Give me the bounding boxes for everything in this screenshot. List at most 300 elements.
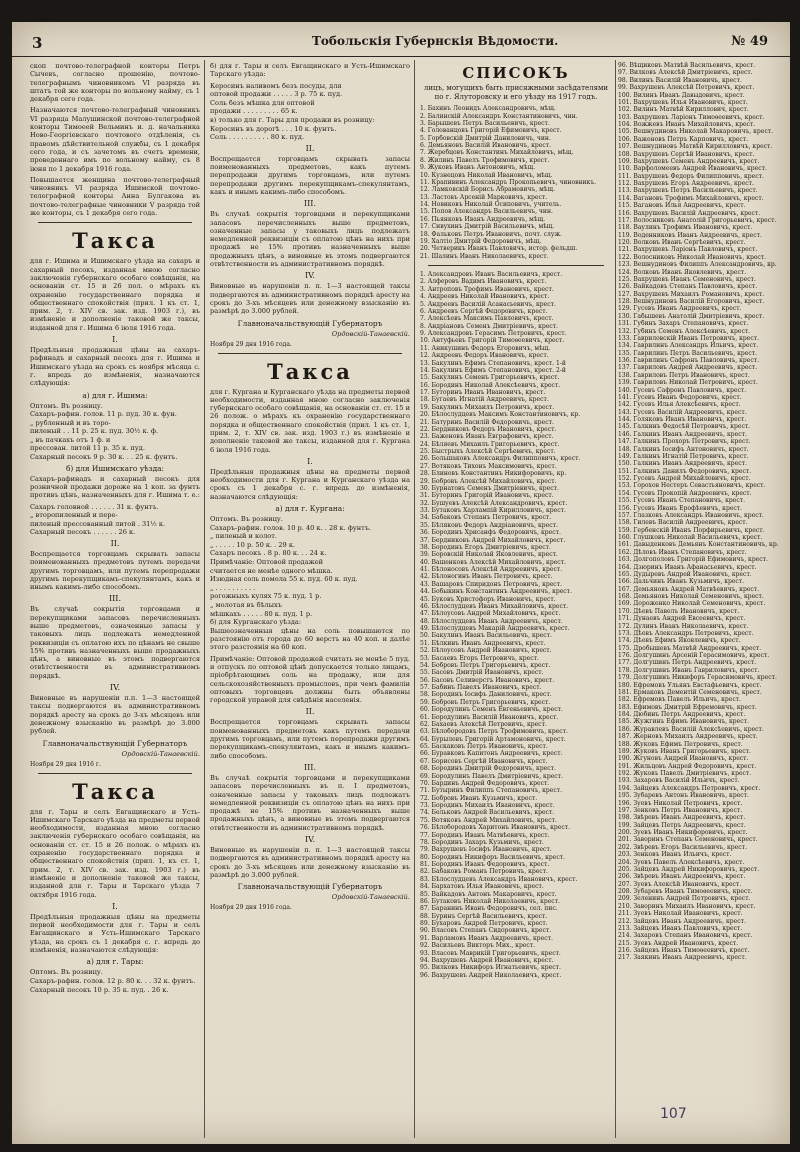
list-item: 44. Бобыкинъ Константинъ Андреевичъ, крест. (420, 588, 572, 596)
divider (38, 222, 192, 223)
list-item: 146. Галкинъ Иванъ Андреевичъ, крест. (618, 430, 747, 438)
paragraph: Сахаръ-рафинадъ и сахарный песокъ для розничной продажи дороже на 1 коп. за фунтъ противъ цѣнъ, назначенныхъ для г. Ишима т. е.: (30, 474, 200, 500)
list-item: 148. Галкинъ Іосифъ Антоновичъ, крест. (618, 445, 749, 453)
list-item: 80. Бородинъ Никифоръ Васильевичъ, крест. (420, 853, 565, 861)
list-item: 121. Вахрушевъ Ларіонъ Павловичъ, крест. (618, 246, 758, 254)
list-item: 164. Дзюринъ Иванъ Афанасьевичъ, крест. (618, 563, 757, 571)
price-row: в) только для г. Тары для продажи въ розницу: (210, 115, 375, 124)
list-item: 134. Гаврилинъ Александръ Ильичъ, крест. (618, 342, 759, 350)
column-rule (615, 60, 616, 1138)
list-item: 17. Буторинъ Иванъ Ивановичъ, крест. (420, 389, 546, 397)
price-row: Сахаръ песокъ . 8 р. 80 к. . . 24 к. (210, 549, 327, 558)
price-row: прессован. литой 11 р. 35 к. пуд. (30, 444, 145, 453)
price-row: Оптомъ. Въ розницу. (30, 968, 103, 977)
list-item: 90. Власовъ Степанъ Сидоровичъ, крест. (420, 927, 552, 935)
list-item: 118. Ваулинъ Трофимъ Ивановичъ, крест. (618, 224, 753, 232)
list-item: 95. Вилковъ Никифоръ Игнатьевичъ, крест. (420, 964, 561, 972)
column-rule (414, 60, 415, 1138)
list-item: 94. Вахрушевъ Андрей Ивановичъ, крест. (420, 956, 554, 964)
list-item: 214. Захаровъ Степанъ Ивановичъ, крест. (618, 932, 753, 940)
list-item: 54. Бобровъ Петръ Григорьевичъ, крест. (420, 661, 551, 669)
list-item: 171. Дунаевъ Андрей Евсеевичъ, крест. (618, 615, 746, 623)
list-item: 98. Вилинъ Василій Ивановичъ, крест. (618, 76, 742, 84)
list-item: 79. Вахрушевъ Іосифъ Ивановичъ, крест. (420, 846, 552, 854)
list-item: 21. Шалинъ Иванъ Николаевичъ, крест. (420, 252, 549, 260)
list-item: 111. Вахрушевъ Федоръ Филипповичъ, крест. (618, 172, 764, 180)
section-number: I. (112, 335, 118, 345)
list-item: 8. Жилинъ Павелъ Трофимовичъ, крест. (420, 156, 550, 164)
price-row: Сахаръ-рафин. голов. 10 р. 40 к. . 28 к. фунтъ. (210, 523, 372, 532)
price-row: Сахаръ головной . . . . . . 31 к. фунтъ. (30, 502, 159, 511)
list-item: 6. Андреевъ Сергѣй Федоровичъ, крест. (420, 307, 548, 315)
list-item: 4. Голованцовъ Григорій Ефимовичъ, крест. (420, 127, 562, 135)
list-item: 7. Алексѣевъ Максимъ Павловичъ, крест. (420, 315, 554, 323)
list-item: 207. Зуевъ Алексѣй Ивановичъ, крест. (618, 880, 742, 888)
price-row: пиленый . . 11 р. 25 к. пуд. 30½ к. ф. (30, 427, 159, 436)
list-item: 112. Вахрушевъ Егоръ Андреевичъ, крест. (618, 180, 754, 187)
list-item: 167. Демьяновъ Андрей Матвѣевичъ, крест. (618, 585, 760, 593)
list-item: 193. Захаровъ Василій Ильичъ, крест. (618, 777, 740, 785)
list-item: 88. Буринъ Сергѣй Васильевичъ, крест. (420, 912, 548, 920)
paragraph: Воспрещается торговцамъ скрывать запасы поименованныхъ предметовъ, какъ путемъ перепродажи другимъ торговцамъ, или путемъ перепродажи другимъ перекупщикамъ-спекулянтамъ, какъ и инымъ какимъ-либо способомъ. (210, 154, 410, 196)
section-number: III. (108, 594, 122, 604)
list-item: 110. Варфоломеевъ Андрей Ивановичъ, крест. (618, 165, 767, 173)
price-row: Сахарный песокъ 9 р. 30 к. . . 25 к. фунтъ. (30, 453, 178, 462)
list-item: 154. Гусевъ Прокопій Андреевичъ, крест. (618, 489, 752, 497)
list-item: 25. Быстрыхъ Алексѣй Сергѣевичъ, крест. (420, 448, 556, 456)
list-subtitle: лицъ, могущихъ быть присяжными засѣдателями по г. Ялуторовску и его уѣзду на 1917 годъ. (423, 84, 609, 101)
price-table (210, 82, 410, 142)
list-item: 144. Голяковъ Иванъ Ивановичъ, крест. (618, 416, 747, 423)
list-item: 73. Бородинъ Михаилъ Ивановичъ, крест. (420, 802, 555, 810)
list-item: 68. Бородинъ Дмитрій Федоровичъ, крест. (420, 765, 556, 773)
list-item: 166. Дальчинъ Иванъ Кузьмичъ, крест. (618, 578, 745, 586)
list-item: 19. Бакулинъ Михаилъ Петровичъ, крест. (420, 403, 555, 411)
list-item: 114. Вагановъ Трофимъ Михайловичъ, крест. (618, 194, 764, 202)
price-table (30, 968, 200, 994)
list-item: 138. Гавриловъ Петръ Ивановичъ, крест. (618, 371, 750, 379)
list-item: 123. Вешнудиновъ Филиппъ Александровичъ, кр. (618, 261, 777, 269)
list-item: 18. Бугаевъ Игнатій Андреевичъ, крест. (420, 396, 549, 404)
list-item: 3. Барышевъ Петръ Васильевичъ, крест. (420, 119, 550, 127)
list-item: 9. Жуковъ Иванъ Антоновичъ, мѣщ. (420, 164, 536, 172)
section-number: IV. (304, 835, 316, 845)
list-item: 195. Зубаревъ Антонъ Ивановичъ, крест. (618, 792, 749, 800)
list-item: 173. Дѣевъ Александръ Петровичъ, крест. (618, 629, 754, 637)
list-item: 77. Бородинъ Иванъ Матвѣевичъ, крест. (420, 831, 550, 839)
list-item: 67. Борисовъ Сергѣй Ивановичъ, крест. (420, 757, 548, 765)
divider (38, 773, 192, 774)
list-item: 113. Вахрушевъ Петръ Васильевичъ, крест. (618, 187, 758, 195)
list-item: 157. Глазковъ Александръ Ивановичъ, крест. (618, 511, 764, 519)
paragraph: для г. Ишима и Ишимскаго уѣзда на сахаръ и сахарный песокъ, изданная мною согласно заключенія губернскаго особаго совѣщанія, на основаніи ст. 15 и 26 пол. о мѣрахъ къ охраненію государственнаго порядка и общественнаго спокойствія (прил. 1 къ ст. 1, прим. 2, т. XIV св. зак. изд. 1903 г.), въ измѣненіе и дополненіе таковой же таксы, изданной для г. Ишима 6 іюля 1916 года. (30, 257, 200, 332)
signature-title: Главноначальствующій Губернаторъ (42, 738, 188, 748)
list-item: 137. Гавриловъ Андрей Андреевичъ, крест. (618, 364, 758, 372)
list-item: 1. Бахинъ Леонидъ Александровичъ, мѣщ. (420, 105, 556, 113)
list-item: 105. Вешнудиновъ Николай Макаровичъ, крест. (618, 128, 774, 136)
list-item: 22. Бердниковъ Федоръ Ивановичъ, крест. (420, 425, 557, 433)
list-item: 46. Бѣлослудцевъ Иванъ Михайловичъ, крест. (420, 602, 569, 610)
list-item: 65. Баскаковъ Петръ Ивановичъ, крест. (420, 743, 548, 751)
list-item: 32. Бушуевъ Алексѣй Александровичъ, крест. (420, 499, 568, 507)
list-item: 194. Зайцевъ Александръ Петровичъ, крест. (618, 784, 761, 792)
list-item: 217. Заякинъ Иванъ Андреевичъ, крест. (618, 954, 747, 962)
list-item: 86. Бутаковъ Николай Николаевичъ, крест. (420, 897, 560, 905)
signature-name: Ордовскій-Танаевскій. (121, 749, 200, 758)
section-number: II. (305, 143, 315, 153)
list-item: 184. Дюбинъ Петръ Андреевичъ, крест. (618, 711, 746, 718)
list-item: 69. Бородулинъ Павелъ Дмитріевичъ, крест. (420, 772, 563, 780)
list-item: 6. Демьяновъ Василій Ивановичъ, крест. (420, 142, 551, 150)
list-item: 136. Гаврилинъ Сафронъ Павловичъ, крест. (618, 357, 760, 364)
list-item: 208. Зубаревъ Иванъ Тимоѳеевичъ, крест. (618, 888, 753, 895)
list-item: 66. Буравковъ Капитонъ Андреевичъ, крест. (420, 750, 563, 758)
list-item: 119. Воденниковъ Иванъ Андреевичъ, крест. (618, 231, 762, 239)
list-item: 125. Вахрушевъ Иванъ Семеновичъ, крест. (618, 275, 756, 283)
list-item: 3. Антроповъ Трофимъ Ивановичъ, крест. (420, 285, 554, 293)
list-item: 18. Фальковъ Петръ Ивановичъ, почт. служ. (420, 230, 562, 238)
issue-number: № 49 (731, 34, 768, 49)
list-item: 34. Бабаковъ Степанъ Петровичъ, крест. (420, 514, 552, 522)
list-item: 13. Бакулинъ Ефимъ Степановичъ, крест. 1-й (420, 359, 566, 367)
paragraph: Виновные въ нарушеніи п.п. 1—3 настоящей таксы подвергаются въ административномъ порядкѣ аресту на срокъ до 3-хъ мѣсяцевъ или денежному взысканію въ размѣрѣ до 3.000 рублей. (30, 694, 200, 736)
list-item: 87. Баранинъ Иванъ Федоровичъ, сел. пис. (420, 905, 558, 913)
list-item: 83. Бѣлослудцевъ Александръ Ивановичъ, крест. (420, 875, 578, 883)
paragraph: Воспрещается торговцамъ скрывать запасы поименованныхъ предметовъ какъ путемъ передачи другимъ торговцамъ, или путемъ перепродажи другимъ перекупщикамъ-спекулянтамъ, какъ и инымъ какимъ-либо способомъ. (210, 718, 410, 760)
paragraph: Виновные въ нарушеніи п. п. 1—3 настоящей таксы подвергаются въ административномъ порядкѣ аресту на срокъ до 3-хъ мѣсяцевъ или денежному взысканію въ размѣрѣ до 3.000 рублей. (210, 846, 410, 879)
list-item: 182. Ефремовъ Павелъ Ильичъ, крест. (618, 696, 741, 704)
paragraph: Вышеозначенныя цѣны на соль повышаются по разстоянію отъ города до 60 верстъ на 40 коп. и далѣе этого разстоянія на 60 коп. (210, 626, 410, 652)
list-item: 152. Гусевъ Андрей Михайловичъ, крест. (618, 475, 751, 482)
list-item: 23. Баженовъ Иванъ Евграфовичъ, крест. (420, 433, 554, 441)
paragraph: Въ случаѣ сокрытія торговцами и перекупщиками запасовъ перечисленныхъ выше предметовъ, означенные запасы у таковыхъ лицъ подлежатъ немедленной реквизиціи съ оплатою цѣнъ на нихъ при продажѣ не 15% противъ назначенныхъ выше продажныхъ цѣнъ, а виновные въ этомъ подвергаются отвѣтственности въ административномъ порядкѣ. (210, 210, 410, 269)
list-item: 211. Зуевъ Николай Ивановичъ, крест. (618, 910, 743, 918)
list-item: 202. Звѣревъ Егоръ Васильевичъ, крест. (618, 843, 747, 851)
list-item: 33. Бутаковъ Харлампій Кирилловичъ, крест. (420, 507, 566, 515)
list-item: 176. Долгушинъ Арсеній Герасимовичъ, крест. (618, 652, 770, 659)
list-item: 71. Бутыринъ Филиппъ Степановичъ, крест. (420, 787, 563, 795)
list-item: 131. Губинъ Захаръ Степановичъ, крест. (618, 320, 749, 328)
list-item: 155. Гусевъ Иванъ Степановичъ, крест. (618, 497, 746, 505)
section-number: IV. (304, 271, 316, 281)
list-item: 204. Зуевъ Павелъ Алексѣевичъ, крест. (618, 858, 745, 866)
price-row: Керосинъ наливомъ безъ посуды, для (210, 81, 342, 90)
list-item: 181. Ермаковъ Дементій Семеновичъ, крест. (618, 688, 762, 696)
list-item: 52. Бѣлоусовъ Андрей Ивановичъ, крест. (420, 647, 552, 655)
price-row: „ . . . . . . . . . . (210, 583, 256, 592)
list-item: 209. Зеленинъ Андрей Петровичъ, крест. (618, 895, 751, 903)
list-item: 188. Жуковъ Ефимъ Петровичъ, крест. (618, 740, 743, 748)
price-row: „ второпиленный и пере- (30, 511, 118, 520)
list-item: 185. Жужгинъ Ефимъ Ивановичъ, крест. (618, 718, 749, 726)
list-item: 132. Губинъ Семенъ Алексѣевичъ, крест. (618, 327, 751, 335)
price-row: Сахаръ-рафин. голов. 11 р. пуд. 30 к. фун. (30, 410, 177, 419)
list-item: 61. Бородулинъ Василій Ивановичъ, крест. (420, 713, 559, 721)
newspaper-title: Тобольскія Губернскія Вѣдомости. (312, 34, 559, 48)
price-row: Оптомъ. Въ розницу. (30, 401, 103, 410)
list-item: 17. Сивухинъ Дмитрій Васильевичъ, мѣщ. (420, 223, 555, 231)
price-row: считается не менѣе одного мѣшка. (210, 566, 333, 575)
juror-list-a (420, 105, 612, 260)
list-item: 81. Бородинъ Иванъ Федоровичъ, крест. (420, 861, 550, 869)
list-item: 198. Звѣревъ Иванъ Андреевичъ, крест. (618, 814, 746, 822)
list-item: 151. Галкинъ Данилъ Федоровичъ, крест. (618, 467, 752, 475)
list-item: 104. Вожжевъ Иванъ Михайловичъ, крест. (618, 121, 756, 128)
list-item: 11. Крапивинъ Александръ Прокопьевичъ, чиновникъ. (420, 178, 597, 186)
list-item: 70. Бардинъ Андрей Федоровичъ, крест. (420, 779, 550, 787)
price-row: пиленый прессованный литой . 31½ к. (30, 519, 166, 528)
list-item: 169. Дороженко Николай Семеновичъ, крест. (618, 600, 766, 608)
list-item: 210. Заворинъ Михаилъ Ивановичъ, крест. (618, 902, 756, 910)
list-item: 39. Боровскій Николай Яковлевичъ, крест. (420, 551, 558, 559)
price-row: Соль безъ мѣшка для оптовой (210, 98, 315, 107)
column-4 (618, 62, 784, 1137)
price-row: „ . . . . . 10 р. 50 к. . 29 к. (210, 540, 296, 549)
list-item: 186. Журавлевъ Василій Алексѣевичъ, крест. (618, 725, 764, 733)
list-item: 62. Бахаевъ Алексѣй Петровичъ, крест. (420, 720, 547, 728)
list-item: 141. Гусевъ Иванъ Федоровичъ, крест. (618, 393, 742, 401)
divider (428, 265, 604, 266)
list-item: 197. Зенковъ Петръ Ивановичъ, крест. (618, 806, 743, 814)
price-row: „ въ пачкахъ отъ 1 ф. и (30, 435, 111, 444)
list-item: 37. Бердниковъ Андрей Михайловичъ, крест. (420, 536, 566, 544)
paragraph: для г. Кургана и Курганскаго уѣзда на предметы первой необходимости, изданная мною согласно заключенія губернскаго особаго совѣщанія, на основаніи ст. ст. 15 и 26 полож. о мѣрахъ къ охраненію государственнаго порядка и общественнаго спокойствія (прил. 1 къ ст. 1, прим. 2, т. XIV св. зак. изд. 1903 г.) въ измѣненіе и дополненіе таковой же таксы, изданной для г. Кургана 6 іюля 1916 года. (210, 387, 410, 454)
list-item: 2. Балинскій Александръ Константиновичъ, чин. (420, 112, 578, 120)
list-item: 53. Басаевъ Егоръ Петровичъ, крест. (420, 654, 539, 662)
list-item: 122. Волосниковъ Николай Ивановичъ, крест. (618, 253, 767, 261)
list-item: 60. Бородулинъ Семенъ Евгеньевичъ, крест. (420, 706, 563, 714)
paragraph: Предѣльныя продажныя цѣны на сахаръ-рафинадъ и сахарный песокъ для г. Ишима и Ишимскаго уѣзда на срокъ съ ноября мѣсяца с. г. впредь до измѣненія, назначаются слѣдующія: (30, 346, 200, 388)
list-item: 1. Александровъ Иванъ Васильевичъ, крест. (420, 271, 563, 279)
list-item: 26. Большаковъ Александръ Филипповичъ, крест. (420, 455, 581, 463)
list-item: 42. Бѣлоногинъ Иванъ Петровичъ, крест. (420, 573, 553, 581)
section-number: III. (303, 199, 317, 209)
list-item: 27. Вотяковъ Тихонъ Максимовичъ, крест. (420, 462, 557, 470)
list-item: 9. Александровъ Герасимъ Петровичъ, крест. (420, 330, 567, 338)
list-item: 147. Галкинъ Прохоръ Петровичъ, крест. (618, 438, 751, 446)
list-item: 8. Андріановъ Семенъ Дмитріевичъ, крест. (420, 322, 558, 330)
list-item: 187. Жерновъ Михаилъ Андреевичъ, крест. (618, 733, 758, 741)
paragraph: Въ случаѣ сокрытія торговцами и перекупщиками запасовъ перечисленныхъ выше предметовъ, означенные запасы у таковыхъ лицъ подлежатъ немедленной реквизиціи съ оплатою ихъ по цѣнамъ не свыше 15% противъ назначенныхъ выше продажныхъ цѣнъ, а виновные въ этомъ подвергаются отвѣтственности въ административномъ порядкѣ. (30, 605, 200, 680)
list-item: 14. Новиковъ Николай Осиповичъ, учитель. (420, 201, 562, 209)
signature-name: Ордовскій-Танаевскій. (331, 329, 410, 338)
price-table (30, 503, 200, 537)
list-item: 177. Долгушинъ Петръ Андреевичъ, крест. (618, 659, 757, 667)
section-number: IV. (109, 683, 121, 693)
list-item: 48. Бѣлослудцевъ Иванъ Андреевичъ, крест. (420, 617, 563, 625)
paragraph: Повышается женщина почтово-телеграфный чиновникъ VI разряда Ишимской почтово-телеграфной конторы Анна Булгакова въ почтово-телеграфные чиновники V разряда той же конторы, съ 1 декабря сего года. (30, 175, 200, 218)
list-item: 196. Зуевъ Николай Петровичъ, крест. (618, 799, 743, 807)
list-item: 135. Гаврилинъ Петръ Васильевичъ, крест. (618, 349, 757, 357)
list-item: 64. Бурылевъ Григорій Артамоновичъ, крест. (420, 735, 566, 743)
list-item: 49. Бѣлослудцевъ Макарій Андреевичъ, крест. (420, 625, 570, 633)
list-item: 92. Васильевъ Викторъ Мих., крест. (420, 942, 536, 950)
list-item: 183. Ефимовъ Дмитрій Ефремовичъ, крест. (618, 703, 757, 711)
page-number: 3 (32, 34, 43, 52)
list-item: 156. Гусевъ Иванъ Ерофѣевичъ, крест. (618, 504, 743, 512)
price-row: оптовой продажи . . . . . 3 р. 75 к. пуд. (210, 90, 343, 99)
price-row: Керосинъ въ дорогѣ . . . 10 к. фунтъ. (210, 124, 337, 133)
list-item: 130. Габышевъ Анатолій Дмитріевичъ, крест. (618, 312, 765, 320)
list-item: 101. Вахрушевъ Илья Ивановичъ, крест. (618, 98, 748, 106)
list-item: 145. Галкинъ Федосѣй Петровичъ, крест. (618, 423, 751, 431)
list-item: 91. Варламовъ Иванъ Андреевичъ, крест. (420, 934, 553, 942)
list-item: 16. Бородинъ Николай Алексѣевичъ, крест. (420, 381, 561, 389)
list-item: 206. Звѣревъ Иванъ Андреевичъ, крест. (618, 873, 746, 881)
price-row: „ пиленый и колот. (210, 532, 278, 541)
list-item: 47. Бѣлоусовъ Андрей Михайловичъ, крест. (420, 610, 561, 618)
list-title: СПИСОКЪ (462, 64, 570, 82)
price-row: рогожныхъ кулях 75 к. пуд. 1 р. (210, 592, 322, 601)
list-item: 168. Демьяновъ Николай Семеновичъ, крест. (618, 593, 764, 600)
price-row: Изюдная соль помола 55 к. пуд. 60 к. пуд. (210, 575, 358, 584)
list-item: 96. Вѣщиковъ Матвѣй Васильевичъ, крест. (618, 62, 756, 69)
list-item: 14. Бакулинъ Ефимъ Степановичъ, крест. 2-й (420, 366, 566, 374)
list-item: 160. Глушковъ Николай Васильевичъ, крест. (618, 534, 763, 541)
section-number: I. (112, 901, 118, 911)
list-item: 72. Бобровъ Иванъ Кузьмичъ, крест. (420, 794, 538, 802)
list-item: 75. Вотяковъ Андрей Михайловичъ, крест. (420, 816, 557, 824)
list-item: 84. Бархатовъ Илья Ивановичъ, крест. (420, 883, 544, 891)
list-item: 55. Басовъ Дмитрій Ивановичъ, крест. (420, 669, 544, 677)
list-item: 12. Андреевъ Федоръ Ивановичъ, крест. (420, 352, 549, 360)
list-item: 19. Халтіо Дмитрій Федоровичъ, мѣщ. (420, 237, 542, 245)
list-item: 200. Зуевъ Иванъ Никифоровичъ, крест. (618, 829, 748, 836)
paragraph: Назначаются почтово-телеграфный чиновникъ VI разряда Малушинской почтово-телеграфной конторы Тимоеей Вельминъ и. д. начальника Ново-Георгіевскаго почтового отдѣленія, съ правомъ дѣйствительной службы, съ 1 декабря сего года, и съ зачетомъ въ счетъ времени, проведеннаго имъ по вольному найму, съ 8 іюня по 1 декабря 1916 года. (30, 106, 200, 173)
list-item: 124. Волковъ Иванъ Яковлевичъ, крест. (618, 268, 747, 276)
subheading: а) для г. Ишима: (82, 390, 148, 400)
list-item: 45. Буковъ Христофоръ Ивановичъ, крест. (420, 595, 556, 603)
list-item: 97. Вилковъ Алексѣй Дмитріевичъ, крест. (618, 69, 753, 77)
section-number: II. (110, 538, 120, 548)
subheading: а) для г. Кургана: (275, 504, 345, 514)
section-number: III. (303, 762, 317, 772)
list-item: 102. Вилинъ Матвѣй Кириллович, крест. (618, 106, 749, 114)
list-item: 163. Долгополовъ Григорій Ефимовичъ, крест. (618, 556, 768, 564)
list-item: 139. Гавриловъ Николай Петровичъ, крест. (618, 379, 758, 387)
list-item: 201. Заворинъ Степанъ Семеновичъ, крест. (618, 836, 758, 844)
list-item: 89. Бухаровъ Андрей Петровичъ, крест. (420, 920, 548, 928)
list-item: 50. Бакулинъ Иванъ Васильевичъ, крест. (420, 632, 552, 640)
paragraph: Предѣльныя продажныя цѣны на предметы первой необходимости для г. Кургана и Курганскаго уѣзда на срокъ съ 1 декабря с. г. впредь до измѣненія, назначаются слѣдующія: (210, 467, 410, 501)
list-item: 7. Жеребцовъ Константинъ Михайловичъ, мѣщ. (420, 149, 574, 157)
list-item: 203. Зенковъ Иванъ Ильичъ, крест. (618, 851, 732, 859)
list-item: 213. Зайцевъ Иванъ Павловичъ, крест. (618, 924, 743, 932)
list-item: 189. Жуковъ Иванъ Григорьевичъ, крест. (618, 747, 751, 755)
price-row: продажи . . . . . . . . . 65 к. (210, 107, 298, 116)
date-line: Ноября 29 дня 1916 г. (30, 760, 101, 768)
price-row: Сахарный песокъ . . . . . . 26 к. (30, 528, 136, 537)
list-item: 215. Зуевъ Андрей Ивановичъ, крест. (618, 939, 739, 947)
list-item: 59. Бобровъ Петръ Григорьевичъ, крест. (420, 698, 551, 706)
list-item: 99. Вахрушевъ Алексѣй Петровичъ, крест. (618, 84, 755, 92)
list-item: 15. Бакулинъ Семенъ Григорьевичъ, крест. (420, 374, 560, 382)
price-row: б) для Курганскаго уѣзда: (210, 618, 302, 627)
list-item: 12. Ламковскій Борисъ Абрамовичъ, мѣщ. (420, 186, 555, 194)
list-item: 85. Вайкадовъ Антонъ Макаровичъ, крест. (420, 890, 557, 898)
paragraph: б) для г. Тары и селъ Евгащинскаго и Усть-Ишимскаго Тарскаго уѣзда: (210, 62, 410, 79)
list-item: 128. Вешнудиновъ Василій Егоровичъ, крест. (618, 298, 765, 305)
list-item: 28. Блиновъ Константинъ Никифоровичъ, кр. (420, 470, 567, 478)
list-item: 40. Вашенковъ Алексѣй Михайловичъ, крест. (420, 558, 566, 566)
list-item: 20. Бѣлослудцевъ Максимъ Константиновичъ, кр. (420, 411, 581, 419)
list-item: 58. Бородинъ Іосифъ Даниловичъ, крест. (420, 691, 552, 699)
paragraph: Виновные въ нарушеніи п. п. 1—3 настоящей таксы подвергаются въ административномъ порядкѣ аресту на срокъ до 3-хъ мѣсяцевъ или денежному взысканію въ размѣрѣ до 3.000 рублей. (210, 282, 410, 316)
list-item: 106. Важеновъ Петръ Карповичъ, крест. (618, 135, 749, 143)
price-table (30, 402, 200, 462)
paragraph: для г. Тары и селъ Евгащинскаго и Усть-Ишимскаго Тарскаго уѣзда на предметы первой необходимости, изданная мною согласно заключенія губернскаго особаго совѣщанія, на основаніи ст. ст. 15 и 26 полож. о мѣрахъ къ охраненію государственнаго порядка и общественнаго спокойствія (прил. 1, къ ст. 1, прим. 2, т. XIV св. зак. изд. 1903 г.) въ измѣненіе и дополненіе таковой же таксы, изданной для г. Тары и Тарскаго уѣзда 7 октября 1916 года. (30, 807, 200, 899)
list-item: 10. Антуфьевъ Григорій Тимоѳеевичъ, крест. (420, 337, 565, 345)
price-row: „ рубленный и въ торо- (30, 418, 111, 427)
list-item: 127. Вахрушевъ Михаилъ Романовичъ, крест. (618, 290, 765, 298)
list-item: 13. Ластовъ Арсеній Марковичъ, крест. (420, 193, 548, 201)
list-item: 126. Вайкадовъ Степанъ Павловичъ, крест. (618, 283, 758, 291)
list-item: 192. Жуковъ Павелъ Дмитріевичъ, крест. (618, 770, 752, 777)
list-item: 191. Жильцовъ Андрей Федоровичъ, крест. (618, 762, 757, 770)
list-item: 159. Гербенскій Иванъ Порфирьевичъ, крест. (618, 526, 765, 534)
newspaper-page (12, 22, 790, 1144)
price-row: „ молотая въ бѣлыхъ (210, 601, 282, 609)
list-item: 93. Власовъ Маврикій Григорьевичъ, крест. (420, 949, 561, 957)
signature-title: Главноначальствующій Губернаторъ (237, 882, 383, 892)
list-item: 172. Дулинъ Иванъ Николаевичъ, крест. (618, 622, 749, 630)
list-item: 108. Вахрушевъ Сергѣй Ивановичъ, крест. (618, 150, 755, 158)
list-item: 56. Басовъ Селиверстъ Ивановичъ, крест. (420, 676, 555, 684)
list-item: 199. Зайцевъ Петръ Андреевичъ, крест. (618, 821, 746, 829)
column-3 (420, 62, 612, 1137)
list-item: 153. Горохов Нестеръ Севастьяновичъ, крест. (618, 482, 766, 490)
list-item: 2. Алферовъ Вадимъ Ивановичъ, крест. (420, 278, 547, 286)
list-item: 20. Четверикъ Иванъ Павловичъ, истор. фельдш. (420, 245, 578, 253)
signature-name: Ордовскій-Танаевскій. (331, 893, 410, 902)
list-item: 117. Волосниковъ Анатолій Григорьевичъ, крест. (618, 216, 777, 224)
date-line: Ноября 29 дня 1916 года. (210, 904, 292, 912)
list-item: 11. Аникушинъ Федоръ Егоровичъ, мѣщ. (420, 344, 551, 352)
list-item: 179. Долгушинъ Никифоръ Герасимовичъ, крест. (618, 674, 777, 682)
juror-list-b (420, 271, 612, 979)
list-item: 133. Гавриловскій Иванъ Петровичъ, крест. (618, 334, 760, 342)
list-item: 107. Вешнудиновъ Матвѣй Кирилловичъ, крест. (618, 143, 773, 151)
date-line: Ноября 29 дня 1916 года. (210, 340, 292, 348)
list-item: 38. Бородинъ Егоръ Дмитріевичъ, крест. (420, 543, 551, 551)
list-item: 150. Галкинъ Иванъ Андреевичъ, крест. (618, 460, 747, 468)
signature-title: Главноначальствующій Губернаторъ (237, 318, 383, 328)
handwritten-page-number: 107 (660, 1106, 687, 1122)
list-item: 16. Пьянковъ Иванъ Андреевичъ, мѣщ. (420, 215, 546, 223)
list-item: 30. Бурнатовъ Семенъ Дмитріевичъ, крест. (420, 484, 559, 492)
list-item: 158. Гилевъ Василій Андреевичъ, крест. (618, 519, 748, 527)
list-item: 161. Давыденковъ Демьянъ Константиновичъ, кр. (618, 541, 779, 549)
list-item: 29. Бобровъ Алексѣй Михайловичъ, крест. (420, 477, 557, 485)
column-rule (204, 60, 205, 1138)
list-item: 4. Андреевъ Николай Ивановичъ, крест. (420, 293, 550, 301)
list-item: 142. Гусевъ Илья Алексѣевичъ, крест. (618, 401, 741, 409)
list-item: 5. Андреевъ Василій Асанасьевичъ, крест. (420, 300, 556, 308)
list-item: 31. Буторинъ Григорій Ивановичъ, крест. (420, 492, 554, 500)
paragraph: скоп почтово-телеграфной конторы Петръ Сычевъ, согласно прошенію, почтово-телеграфнымъ чиновникомъ VI разряда въ штатъ той же конторы по вольному найму, съ 1 декабря сего года. (30, 62, 200, 104)
list-item: 129. Гусевъ Иванъ Андреевичъ, крест. (618, 305, 742, 313)
taksa-kurgan-title: Такса (267, 358, 353, 384)
list-item: 170. Дѣевъ Павелъ Ивановичъ, крест. (618, 607, 740, 615)
page-header (12, 22, 790, 57)
list-item: 216. Зайцевъ Иванъ Тимоѳеевичъ, крест. (618, 947, 750, 954)
list-item: 43. Вашаровъ Спиридонъ Петровичъ, крест. (420, 580, 562, 588)
price-row: мѣшкахъ . . . . . 80 к. пуд. 1 р. (210, 609, 313, 618)
subheading: б) для Ишимскаго уѣзда: (65, 463, 165, 473)
list-item: 178. Долгушинъ Иванъ Гавриловичъ, крест. (618, 666, 760, 674)
list-item: 205. Зайцевъ Андрей Никифоровичъ, крест. (618, 865, 760, 873)
list-item: 175. Дробышевъ Матвѣй Андреевичъ, крест. (618, 644, 762, 652)
